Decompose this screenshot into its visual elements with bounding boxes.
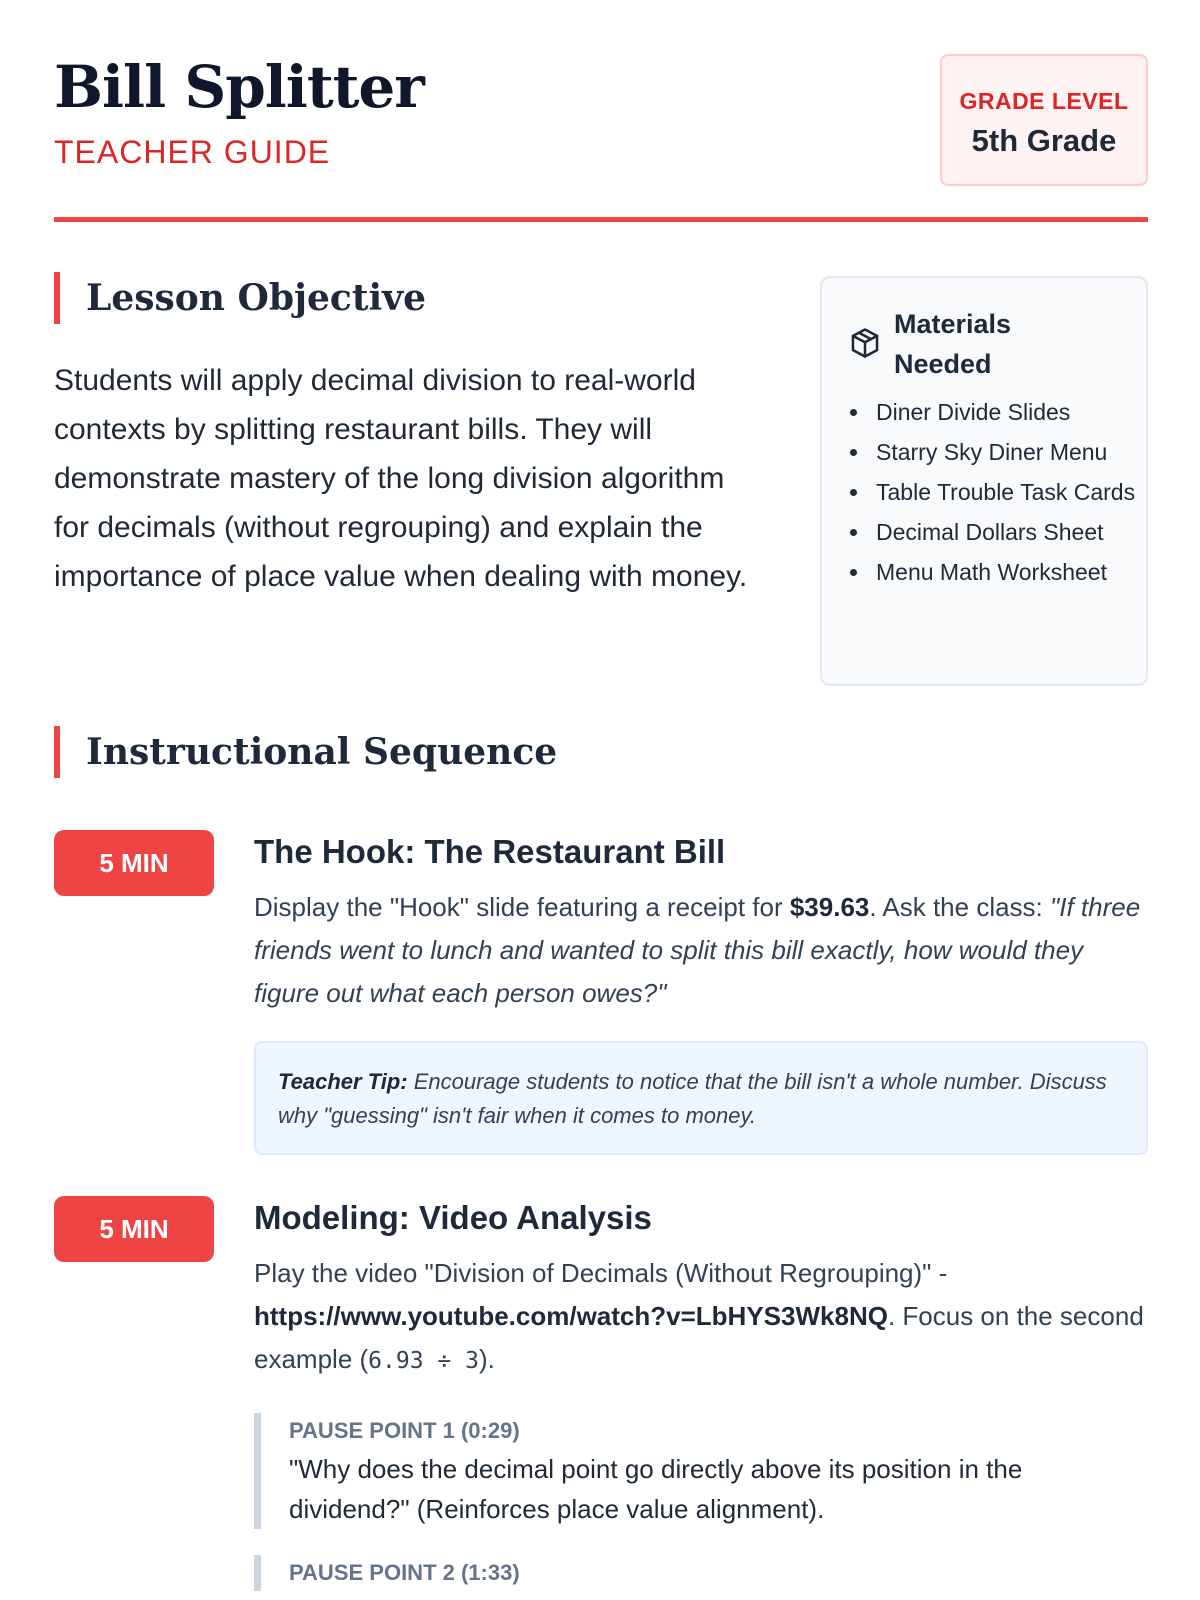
step-text-segment: . Ask the class: <box>869 892 1051 922</box>
page-title: Bill Splitter <box>54 53 424 121</box>
materials-item: Starry Sky Diner Menu <box>876 436 1142 469</box>
bill-amount: $39.63 <box>789 892 870 922</box>
sequence-step <box>254 1194 1148 1591</box>
video-link[interactable]: https://www.youtube.com/watch?v=LbHYS3Wk8NQ <box>254 1301 888 1331</box>
pause-point-text: "Why does the decimal point go directly above its position in the dividend?" (Reinforces place value alignment). <box>289 1454 1023 1524</box>
division-expression: 6.93 ÷ 3 <box>368 1348 479 1374</box>
step-title: The Hook: The Restaurant Bill <box>254 833 726 870</box>
lesson-objective-heading: Lesson Objective <box>54 272 426 324</box>
grade-level-label: GRADE LEVEL <box>959 88 1129 114</box>
step-description <box>254 886 1148 1015</box>
teacher-tip-text: Encourage students to notice that the bill isn't a whole number. Discuss why "guessing" isn't fair when it comes to money. <box>278 1069 1107 1128</box>
grade-level-value: 5th Grade <box>971 123 1117 158</box>
duration-badge: 5 MIN <box>54 1196 214 1262</box>
materials-item: Decimal Dollars Sheet <box>876 516 1142 549</box>
sequence-step <box>254 828 1148 1155</box>
instructional-sequence-heading: Instructional Sequence <box>54 726 557 778</box>
materials-title: Materials Needed <box>894 309 1012 379</box>
step-description <box>254 1252 1148 1383</box>
pause-point <box>254 1555 1148 1591</box>
teacher-tip-label: Teacher Tip: <box>278 1069 408 1094</box>
box-icon <box>848 326 882 360</box>
discussion-question: "If three friends went to lunch and wanted to split this bill exactly, how would they figure out what each person owes?" <box>254 892 1141 1008</box>
header-divider <box>54 217 1148 222</box>
teacher-guide-page <box>54 0 1148 1600</box>
step-title: Modeling: Video Analysis <box>254 1199 652 1236</box>
duration-badge: 5 MIN <box>54 830 214 896</box>
teacher-tip <box>254 1041 1148 1155</box>
step-text-segment: Display the "Hook" slide featuring a receipt for <box>254 892 790 922</box>
pause-point-label: PAUSE POINT 2 (1:33) <box>289 1560 520 1585</box>
step-text-segment: ). <box>478 1344 495 1374</box>
materials-list <box>876 396 1142 596</box>
materials-item: Table Trouble Task Cards <box>876 476 1142 509</box>
guide-header <box>54 52 1148 222</box>
pause-point-label: PAUSE POINT 1 (0:29) <box>289 1418 520 1443</box>
step-text-segment: . Focus on the second example ( <box>254 1301 1144 1374</box>
pause-point <box>254 1413 1148 1529</box>
materials-item: Diner Divide Slides <box>876 396 1142 429</box>
page-subtitle: TEACHER GUIDE <box>54 134 331 170</box>
materials-item: Menu Math Worksheet <box>876 556 1142 589</box>
materials-card <box>820 276 1148 686</box>
step-text-segment: Play the video "Division of Decimals (Without Regrouping)" - <box>254 1258 948 1288</box>
grade-level-card <box>940 54 1148 186</box>
lesson-objective-text: Students will apply decimal division to real-world contexts by splitting restaurant bills. They will demonstrate mastery of the long division algorithm for decimals (without regrouping) and explain the importance of place value when dealing with money. <box>54 364 748 593</box>
